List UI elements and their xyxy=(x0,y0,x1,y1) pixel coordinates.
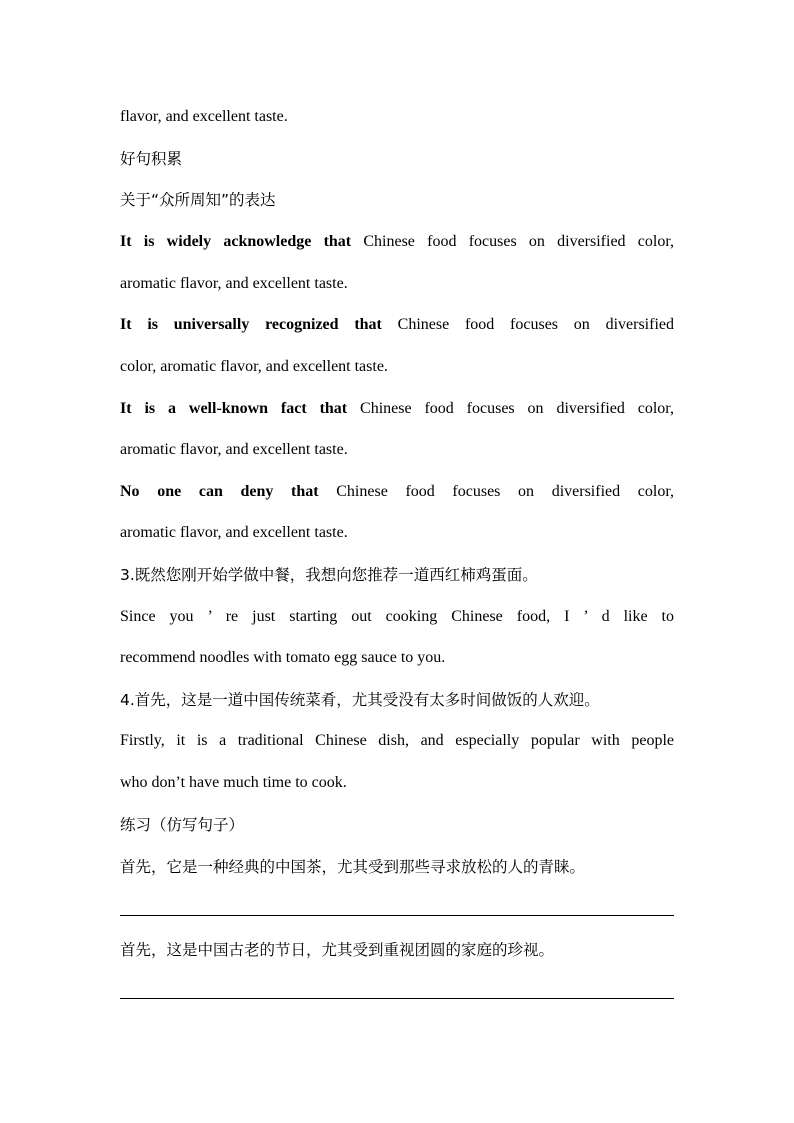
text-line: Since you ’ re just starting out cooking Chinese food, I ’ d like to xyxy=(120,608,674,625)
example-sentence xyxy=(120,315,674,335)
sentence-text: Chinese food focuses on diversified xyxy=(381,316,674,333)
section-heading: 好句积累 xyxy=(120,150,183,168)
subsection-heading: 关于“众所周知”的表达 xyxy=(120,191,276,209)
key-phrase: It is widely acknowledge that xyxy=(120,233,352,250)
text-line: Firstly, it is a traditional Chinese dish, and especially popular with people xyxy=(120,732,674,749)
example-sentence xyxy=(120,232,674,252)
sentence-text: Chinese food focuses on diversified color, xyxy=(347,400,674,417)
key-phrase: It is a well-known fact that xyxy=(120,400,348,417)
sentence-text: Chinese food focuses on diversified color, xyxy=(351,233,675,250)
answer-line[interactable] xyxy=(120,915,674,916)
exercise-prompt: 首先，它是一种经典的中国茶，尤其受到那些寻求放松的人的青睐。 xyxy=(120,858,586,876)
exercise-prompt: 首先，这是中国古老的节日，尤其受到重视团圆的家庭的珍视。 xyxy=(120,941,555,959)
text-line: flavor, and excellent taste. xyxy=(120,108,288,125)
text-line: recommend noodles with tomato egg sauce to you. xyxy=(120,649,446,666)
exercise-heading: 练习（仿写句子） xyxy=(120,816,245,834)
numbered-item: 4.首先，这是一道中国传统菜肴，尤其受没有太多时间做饭的人欢迎。 xyxy=(120,691,600,709)
key-phrase: It is universally recognized that xyxy=(120,316,382,333)
text-line: aromatic flavor, and excellent taste. xyxy=(120,524,348,541)
text-line: color, aromatic flavor, and excellent taste. xyxy=(120,358,388,375)
text-line: aromatic flavor, and excellent taste. xyxy=(120,275,348,292)
example-sentence xyxy=(120,482,674,502)
numbered-item: 3.既然您刚开始学做中餐，我想向您推荐一道西红柿鸡蛋面。 xyxy=(120,566,538,584)
text-line: aromatic flavor, and excellent taste. xyxy=(120,441,348,458)
text-line: who don’t have much time to cook. xyxy=(120,774,347,791)
answer-line[interactable] xyxy=(120,998,674,999)
example-sentence xyxy=(120,399,674,419)
key-phrase: No one can deny that xyxy=(120,483,319,500)
sentence-text: Chinese food focuses on diversified color, xyxy=(318,483,675,500)
